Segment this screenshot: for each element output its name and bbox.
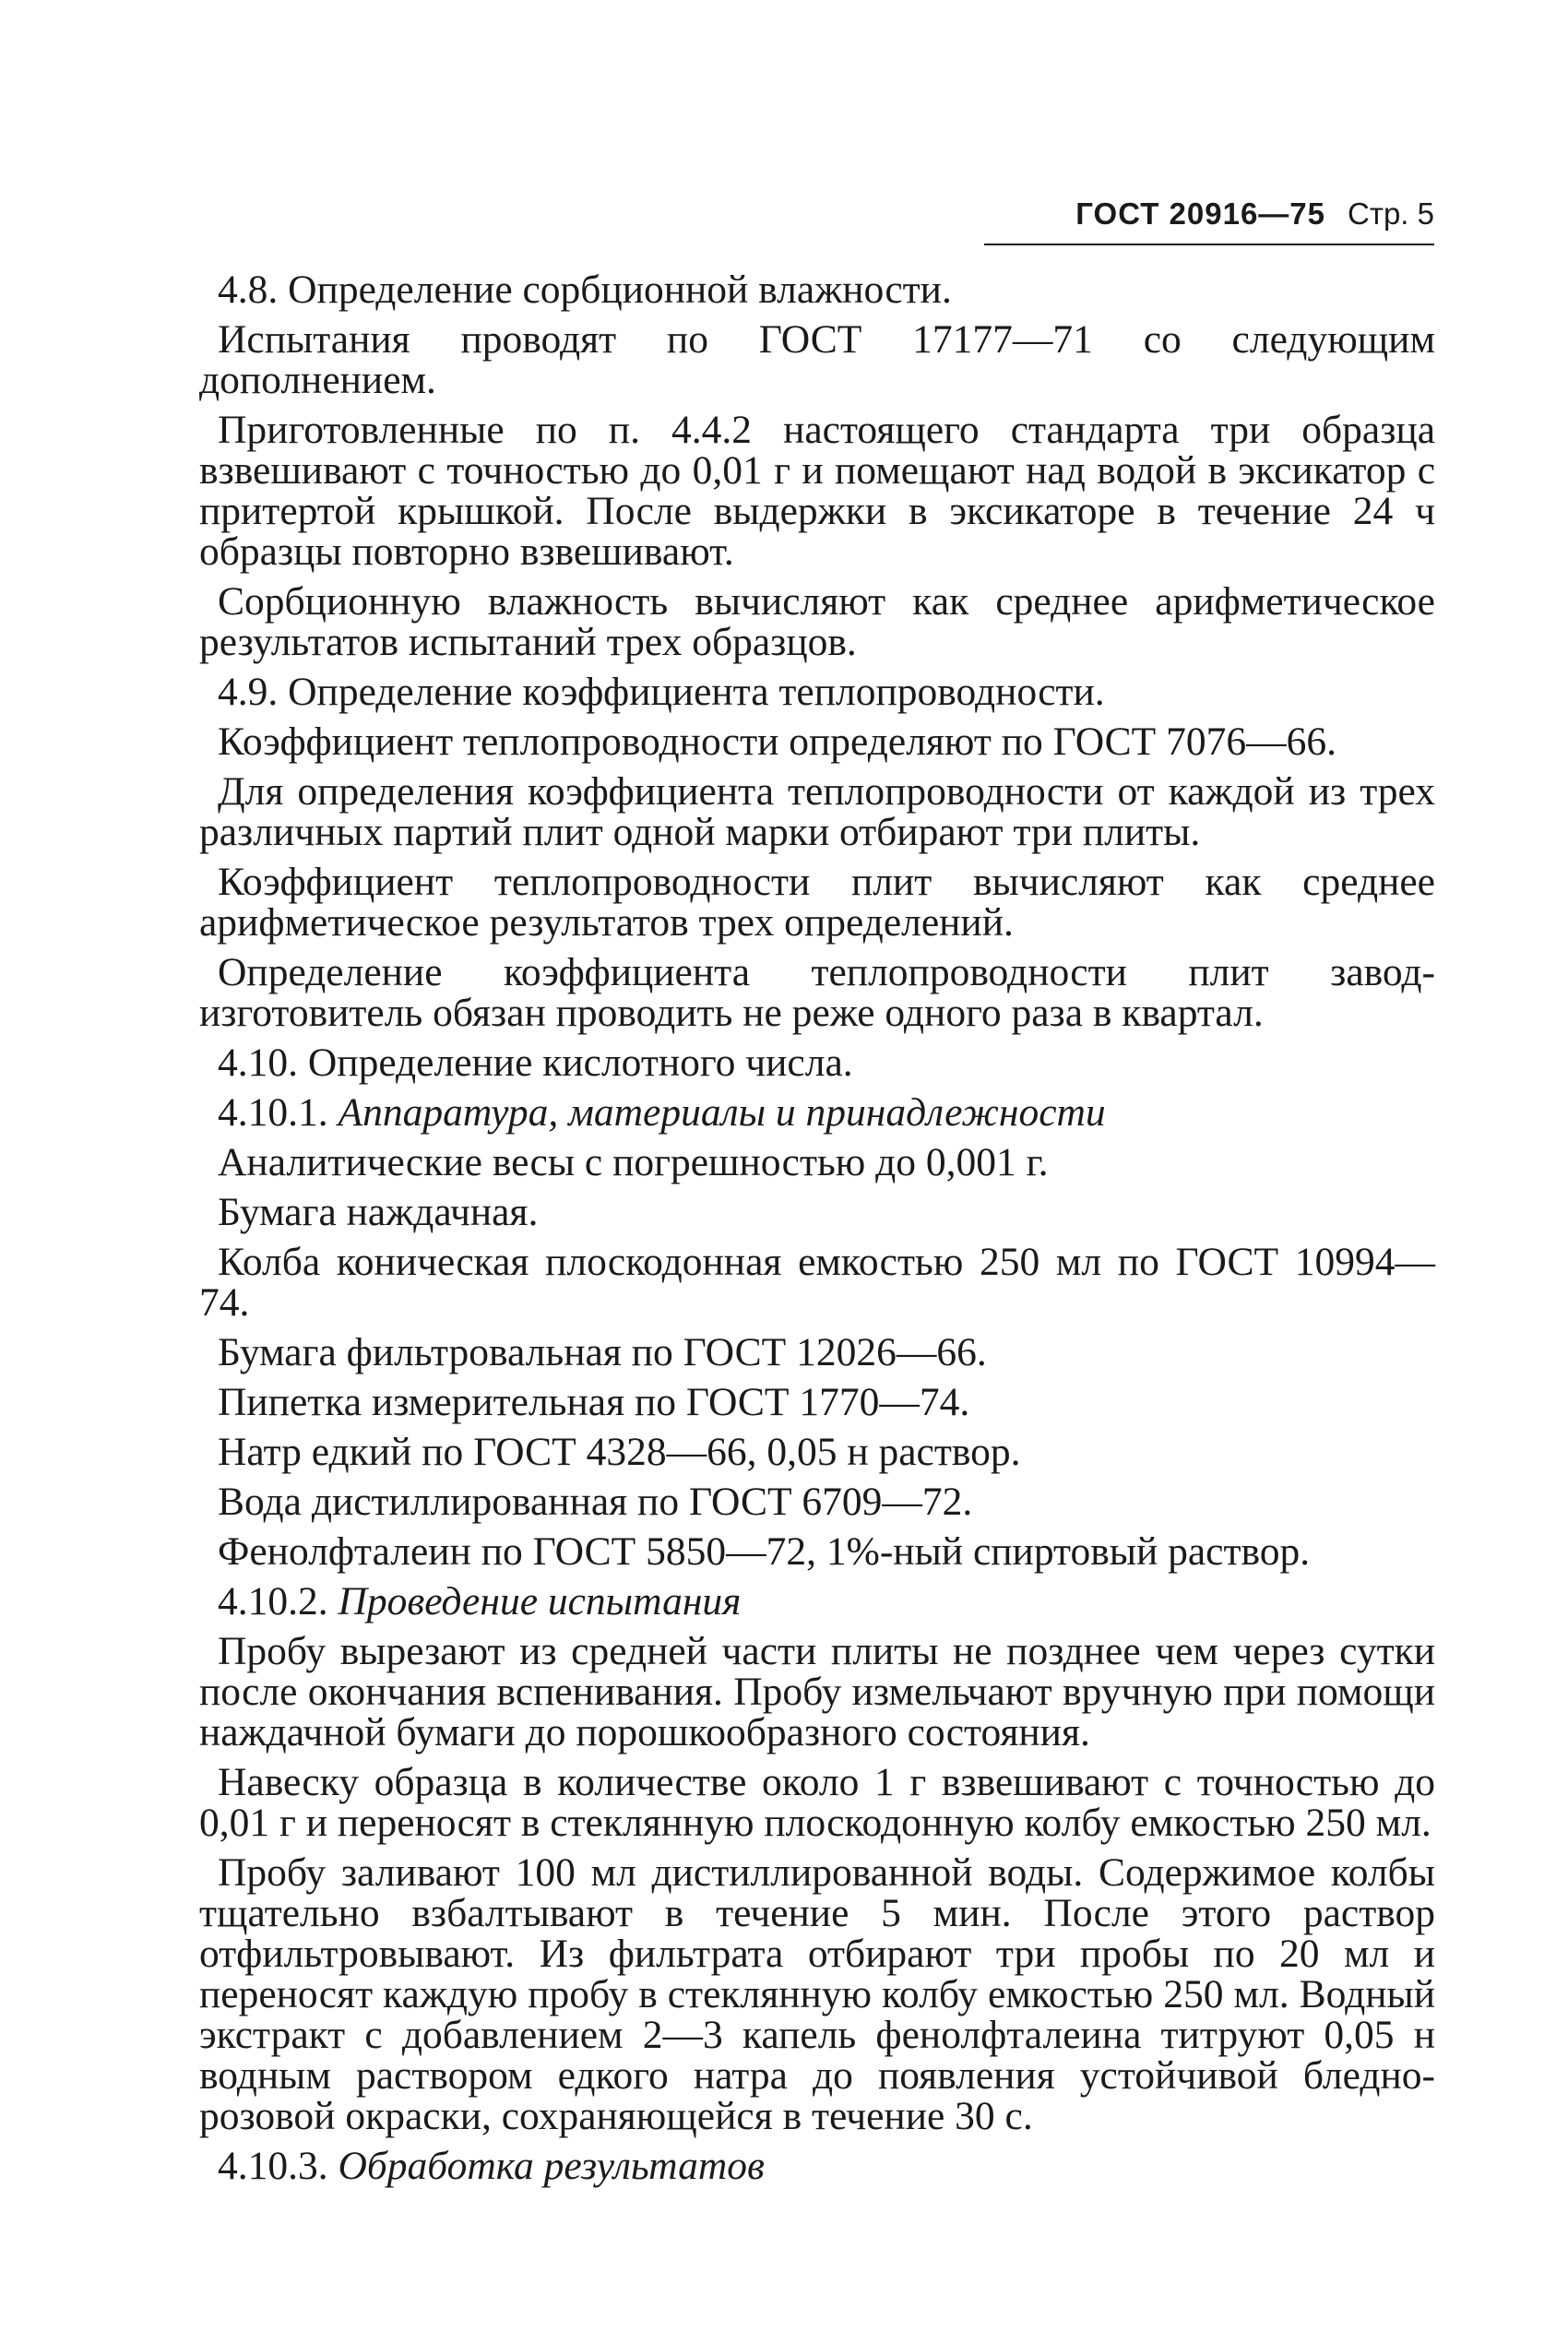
list-item: Бумага наждачная.: [218, 1190, 539, 1234]
section-heading-4-10: 4.10. Определение кислотного числа.: [218, 1041, 853, 1085]
paragraph: Для определения коэффициента теплопроводности от каждой из трех различных партий плит одной марки отбирают три плиты.: [199, 769, 1435, 854]
page-header: [984, 192, 1434, 245]
list-item: Колба коническая плоскодонная емкостью 250 мл по ГОСТ 10994—74.: [199, 1240, 1435, 1325]
page-label: Стр.: [1348, 196, 1409, 231]
standard-number: ГОСТ 20916—75: [1075, 196, 1325, 231]
paragraph: Приготовленные по п. 4.4.2 настоящего стандарта три образца взвешивают с точностью до 0,01 г и помещают над водой в эксикатор с притертой крышкой. После выдержки в эксикаторе в течение 24 ч образцы повторно взвешивают.: [199, 408, 1435, 574]
subsection-title: Аппаратура, материалы и принадлежности: [338, 1090, 1106, 1135]
subsection-number: 4.10.2.: [218, 1579, 328, 1623]
section-heading-4-9: 4.9. Определение коэффициента теплопроводности.: [218, 670, 1105, 714]
list-item: Фенолфталеин по ГОСТ 5850—72, 1%-ный спиртовый раствор.: [218, 1529, 1311, 1574]
list-item: Натр едкий по ГОСТ 4328—66, 0,05 н раствор.: [218, 1430, 1021, 1474]
list-item: Бумага фильтровальная по ГОСТ 12026—66.: [218, 1330, 987, 1374]
subsection-number: 4.10.1.: [218, 1090, 328, 1135]
document-body: [199, 269, 1435, 2195]
paragraph: Испытания проводят по ГОСТ 17177—71 со следующим дополнением.: [199, 317, 1435, 402]
subsection-heading-4-10-1: [199, 1092, 1435, 1133]
paragraph: Пробу вырезают из средней части плиты не позднее чем через сутки после окончания вспенивания. Пробу измельчают вручную при помощи наждачной бумаги до порошкообразного состояния.: [199, 1629, 1435, 1754]
paragraph: Коэффициент теплопроводности плит вычисляют как среднее арифметическое результатов трех определений.: [199, 860, 1435, 945]
paragraph: Навеску образца в количестве около 1 г взвешивают с точностью до 0,01 г и переносят в стеклянную плоскодонную колбу емкостью 250 мл.: [199, 1760, 1435, 1845]
paragraph: Коэффициент теплопроводности определяют по ГОСТ 7076—66.: [218, 720, 1336, 764]
subsection-heading-4-10-2: [199, 1581, 1435, 1622]
subsection-heading-4-10-3: [199, 2146, 1435, 2186]
section-heading-4-8: 4.8. Определение сорбционной влажности.: [218, 268, 952, 312]
list-item: Аналитические весы с погрешностью до 0,001 г.: [218, 1140, 1049, 1184]
subsection-title: Проведение испытания: [338, 1579, 742, 1623]
paragraph: Пробу заливают 100 мл дистиллированной воды. Содержимое колбы тщательно взбалтывают в течение 5 мин. После этого раствор отфильтровывают. Из фильтрата отбирают три пробы по 20 мл и переносят каждую пробу в стеклянную колбу емкостью 250 мл. Водный экстракт с добавлением 2—3 капель фенолфталеина титруют 0,05 н водным раствором едкого натра до появления устойчивой бледно-розовой окраски, сохраняющейся в течение 30 с.: [199, 1850, 1435, 2138]
paragraph: Сорбционную влажность вычисляют как среднее арифметическое результатов испытаний трех образцов.: [199, 579, 1435, 664]
paragraph: Определение коэффициента теплопроводности плит завод-изготовитель обязан проводить не реже одного раза в квартал.: [199, 950, 1435, 1035]
list-item: Пипетка измерительная по ГОСТ 1770—74.: [218, 1380, 970, 1424]
page-number: 5: [1417, 196, 1434, 231]
subsection-number: 4.10.3.: [218, 2144, 328, 2188]
list-item: Вода дистиллированная по ГОСТ 6709—72.: [218, 1480, 973, 1524]
subsection-title: Обработка результатов: [338, 2144, 765, 2188]
